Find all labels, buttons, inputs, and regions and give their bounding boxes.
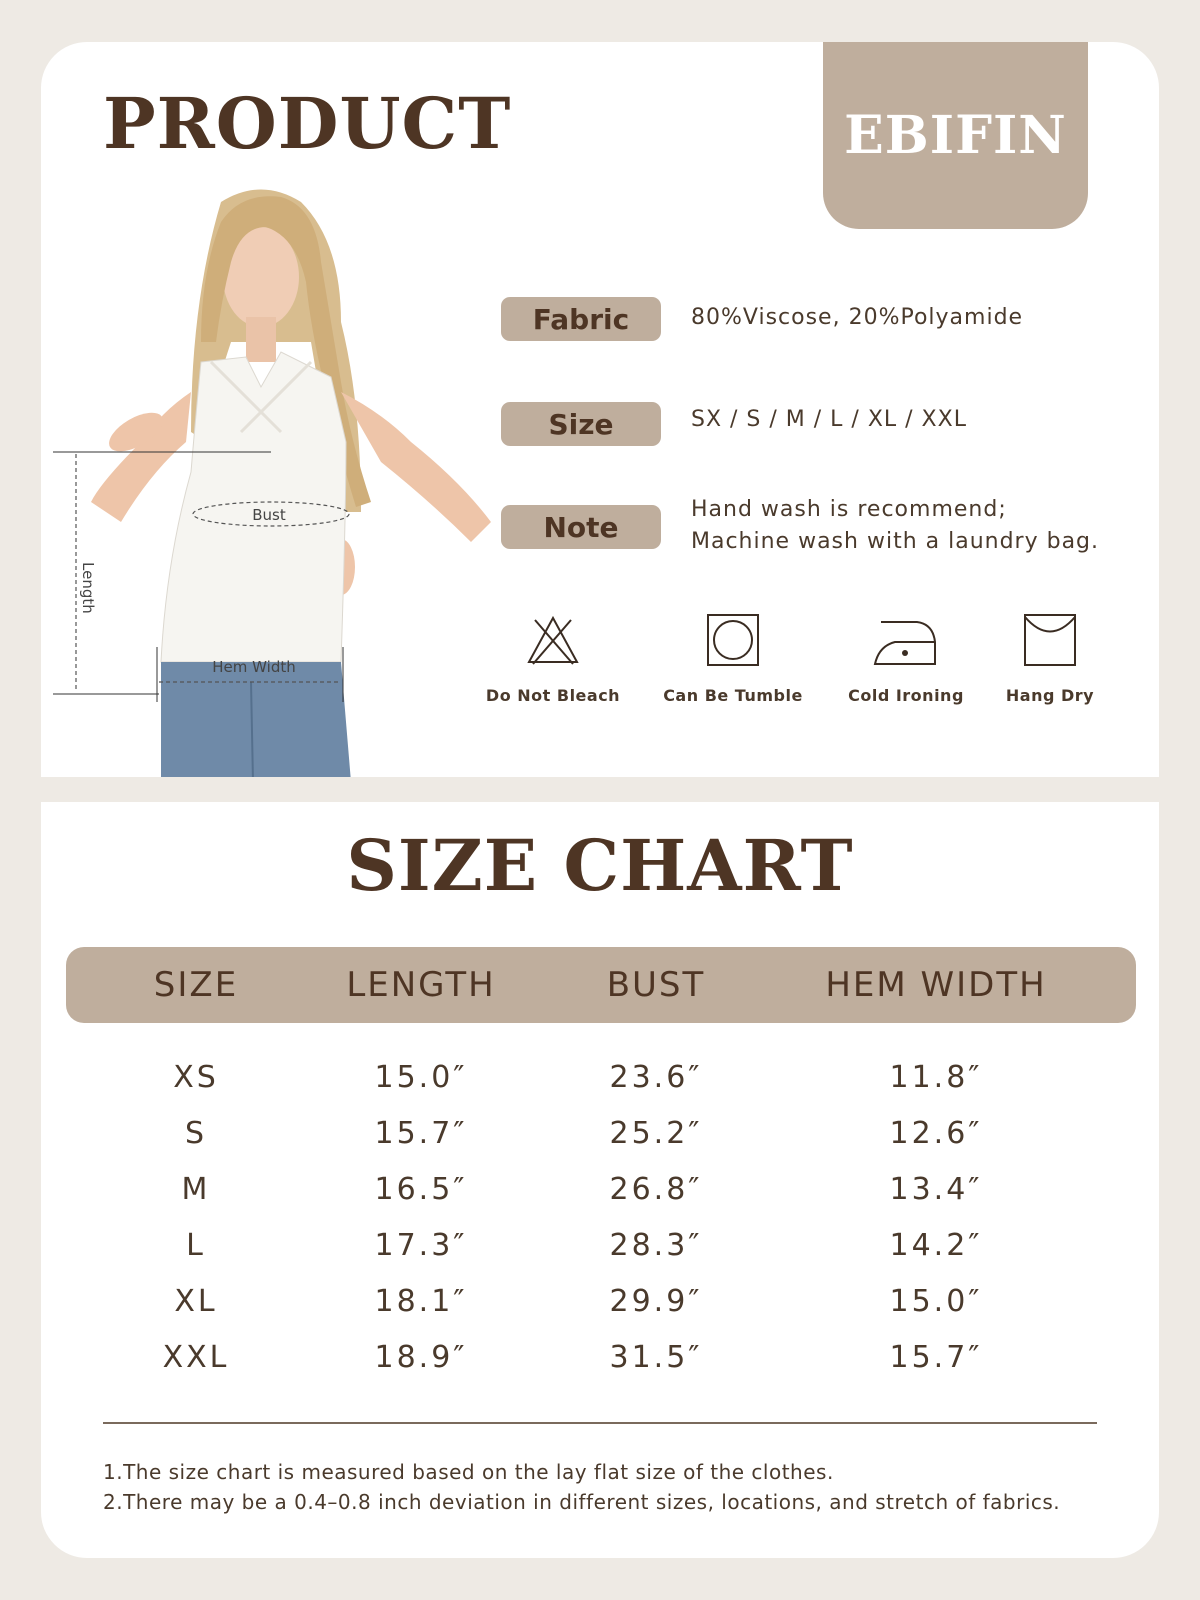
header-bust: BUST: [606, 965, 706, 1005]
cell-length: 15.0″: [374, 1060, 468, 1095]
brand-name: EBIFIN: [844, 105, 1067, 166]
size-chart-card: [41, 802, 1159, 1558]
model-photo: [41, 182, 521, 777]
table-row: [66, 1162, 1136, 1218]
cell-hem-width: 11.8″: [889, 1060, 983, 1095]
cell-size: M: [181, 1172, 211, 1207]
cell-hem-width: 12.6″: [889, 1116, 983, 1151]
header-size: SIZE: [153, 965, 239, 1005]
cell-size: XL: [174, 1284, 218, 1319]
size-note-1: 1.The size chart is measured based on the lay flat size of the clothes.: [103, 1460, 834, 1484]
cell-length: 18.1″: [374, 1284, 468, 1319]
product-card: [41, 42, 1159, 777]
note-line-2: Machine wash with a laundry bag.: [691, 529, 1100, 554]
note-line-1: Hand wash is recommend;: [691, 497, 1007, 522]
cell-bust: 26.8″: [609, 1172, 703, 1207]
care-no-bleach: [473, 612, 633, 705]
tumble-dry-icon: [705, 612, 761, 668]
cell-hem-width: 14.2″: [889, 1228, 983, 1263]
care-label-tumble: Can Be Tumble: [663, 686, 803, 705]
cell-size: XS: [173, 1060, 219, 1095]
cell-size: S: [184, 1116, 208, 1151]
cell-bust: 28.3″: [609, 1228, 703, 1263]
table-row: [66, 1218, 1136, 1274]
fabric-pill: Fabric: [501, 297, 661, 341]
cell-length: 15.7″: [374, 1116, 468, 1151]
size-value: SX / S / M / L / XL / XXL: [691, 407, 967, 432]
cell-hem-width: 13.4″: [889, 1172, 983, 1207]
hem-width-label: Hem Width: [212, 658, 296, 676]
brand-badge: [823, 42, 1088, 229]
cell-bust: 23.6″: [609, 1060, 703, 1095]
table-row: [66, 1050, 1136, 1106]
note-value: [691, 494, 1099, 558]
header-hem-width: HEM WIDTH: [825, 965, 1047, 1005]
size-pill: Size: [501, 402, 661, 446]
cell-bust: 29.9″: [609, 1284, 703, 1319]
cell-length: 16.5″: [374, 1172, 468, 1207]
table-row: [66, 1330, 1136, 1386]
divider: [103, 1422, 1097, 1424]
length-label: Length: [79, 562, 97, 614]
size-table-body: [66, 1050, 1136, 1386]
cell-length: 17.3″: [374, 1228, 468, 1263]
care-label-no-bleach: Do Not Bleach: [485, 686, 621, 705]
size-note-2: 2.There may be a 0.4–0.8 inch deviation in different sizes, locations, and stretch of fabrics.: [103, 1490, 1061, 1514]
care-label-cold-iron: Cold Ironing: [848, 686, 964, 705]
size-table-header: [66, 947, 1136, 1023]
cell-length: 18.9″: [374, 1340, 468, 1375]
care-cold-iron: [826, 612, 986, 705]
care-label-hang-dry: Hang Dry: [1005, 686, 1095, 705]
cold-iron-icon: [873, 612, 939, 668]
table-row: [66, 1274, 1136, 1330]
fabric-value: 80%Viscose, 20%Polyamide: [691, 305, 1024, 330]
header-length: LENGTH: [346, 965, 496, 1005]
cell-size: XXL: [162, 1340, 230, 1375]
cell-bust: 25.2″: [609, 1116, 703, 1151]
table-row: [66, 1106, 1136, 1162]
size-chart-title: SIZE CHART: [346, 824, 854, 907]
cell-bust: 31.5″: [609, 1340, 703, 1375]
care-hang-dry: [970, 612, 1130, 705]
cell-hem-width: 15.0″: [889, 1284, 983, 1319]
cell-size: L: [186, 1228, 206, 1263]
cell-hem-width: 15.7″: [889, 1340, 983, 1375]
no-bleach-icon: [525, 612, 581, 668]
note-pill: Note: [501, 505, 661, 549]
bust-label: Bust: [252, 506, 286, 524]
product-title: PRODUCT: [103, 82, 512, 165]
care-tumble: [653, 612, 813, 705]
hang-dry-icon: [1022, 612, 1078, 668]
